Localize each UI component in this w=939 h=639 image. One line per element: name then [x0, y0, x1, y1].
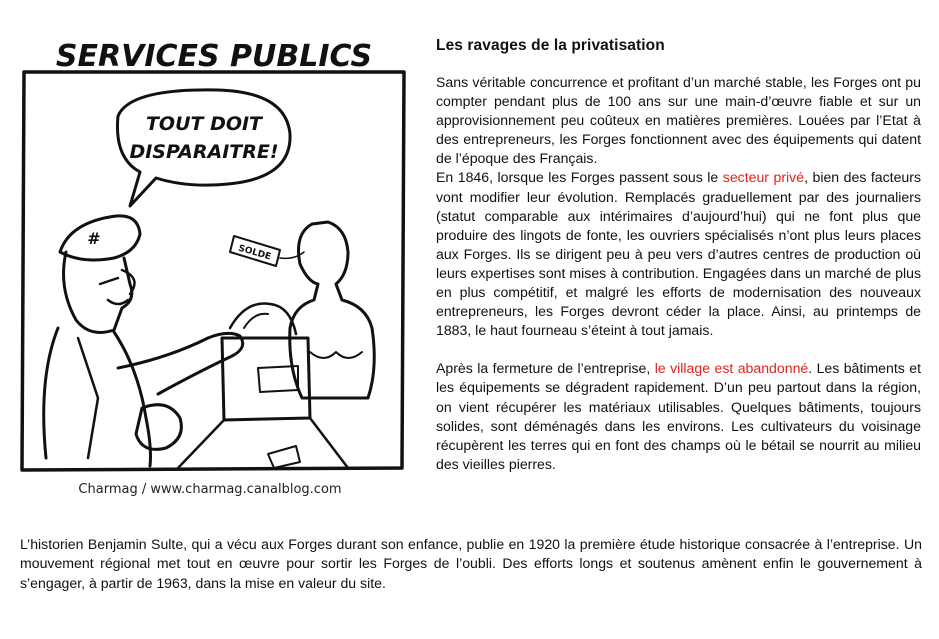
tag-label: SOLDE: [237, 243, 273, 263]
p3-text-end: . Les bâtiments et les équipements se dégradent rapidement. D’un peu partout dans la région, on vient récupérer les matériaux utilisables. Quelques bâtiments, toujours solides, sont déménagés dans les environs. Les cultivateurs du voisinage récupèrent les terres qui en font des champs où le bétail se nourrit au milieu des vieilles pierres.: [436, 360, 921, 472]
man-head: [64, 252, 132, 332]
speech-line-2: DISPARAITRE!: [129, 141, 279, 163]
article: [436, 37, 921, 474]
speech-line-1: TOUT DOIT: [145, 113, 263, 135]
p3-text-start: Après la fermeture de l’entreprise,: [436, 360, 655, 377]
p1-text: Sans véritable concurrence et profitant d’un marché stable, les Forges ont pu compter pendant plus de 100 ans sur une main-d’œuvre fiable et sur un approvisionnement peu coûteux en matières premières. Louées par l’Etat à des entrepreneurs, les Forges fonctionnent avec des équipements qui datent de l’époque des Français.: [436, 74, 921, 167]
hat-mark: #: [87, 229, 101, 248]
cash-register: [222, 338, 310, 420]
article-paragraph-1: [436, 73, 921, 340]
mannequin-bust: [290, 222, 375, 398]
p2-text-end: , bien des facteurs vont modifier leur évolution. Remplacés graduellement par des journaliers (statut comparable aux intérimaires d’aujourd’hui) qui ne font plus que produire des lingots de fonte, les ouvriers spécialisés n’ont plus leurs places aux Forges. Ils se dirigent peu à peu vers d’autres centres de production où leurs expertises sont mises à contribution. Engagées dans un marché de plus en plus compétitif, et malgré les efforts de modernisation des nouveaux entrepreneurs, les Forges devront céder la place. Ainsi, au printemps de 1883, le haut fourneau s’éteint à tout jamais.: [436, 169, 922, 339]
cartoon-illustration: [18, 38, 410, 478]
footer-paragraph: L’historien Benjamin Sulte, qui a vécu aux Forges durant son enfance, publie en 1920 la première étude historique consacrée à l’entreprise. Un mouvement régional met tout en œuvre pour sortir les Forges de l’oubli. Des efforts longs et soutenus amènent enfin le gouvernement à s’engager, à partir de 1963, dans la mise en valeur du site.: [20, 536, 922, 591]
highlight-village-abandonne: le village est abandonné: [654, 360, 809, 377]
cartoon-title: SERVICES PUBLICS: [55, 39, 373, 74]
highlight-secteur-prive: secteur privé: [722, 169, 805, 186]
cartoon-caption: Charmag / www.charmag.canalblog.com: [78, 482, 342, 497]
cartoon-drawing: [18, 38, 410, 478]
article-heading: Les ravages de la privatisation: [436, 37, 665, 54]
p2-text-start: En 1846, lorsque les Forges passent sous le: [436, 169, 723, 186]
article-paragraph-2: [436, 359, 921, 474]
